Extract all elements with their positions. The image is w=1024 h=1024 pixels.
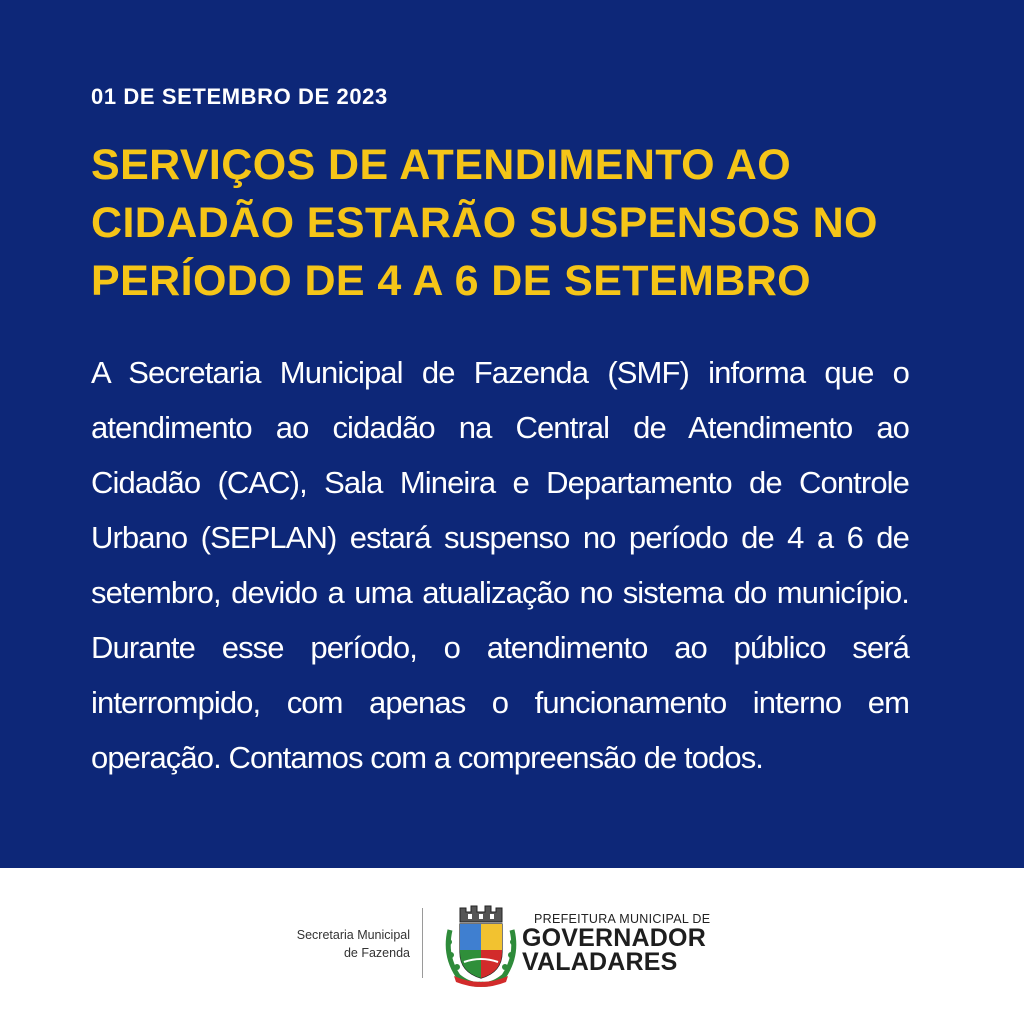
- headline: [91, 136, 951, 310]
- city-name: [522, 926, 706, 974]
- post-date: 01 DE SETEMBRO DE 2023: [91, 84, 388, 109]
- secretaria-line: Secretaria Municipal: [296, 928, 410, 942]
- footer-divider: [422, 908, 423, 978]
- secretaria-line: de Fazenda: [343, 946, 410, 960]
- secretaria-label: [252, 926, 410, 962]
- headline-line: PERÍODO DE 4 A 6 DE SETEMBRO: [91, 257, 812, 305]
- headline-line: CIDADÃO ESTARÃO SUSPENSOS NO: [91, 199, 878, 247]
- municipal-coat-of-arms-icon: [440, 900, 522, 988]
- city-name-line: GOVERNADOR: [522, 924, 706, 952]
- prefeitura-label: PREFEITURA MUNICIPAL DE: [534, 912, 711, 926]
- headline-line: SERVIÇOS DE ATENDIMENTO AO: [91, 141, 792, 189]
- body-text: A Secretaria Municipal de Fazenda (SMF) informa que o atendimento ao cidadão na Central de Atendimento ao Cidadão (CAC), Sala Mineira e Departamento de Controle Urbano (SEPLAN) estará suspenso no período de 4 a 6 de setembro, devido a uma atualização no sistema do município. Durante esse período, o atendimento ao público será interrompido, com apenas o funcionamento interno em operação. Contamos com a compreensão de todos.: [91, 355, 909, 775]
- city-name-line: VALADARES: [522, 948, 678, 976]
